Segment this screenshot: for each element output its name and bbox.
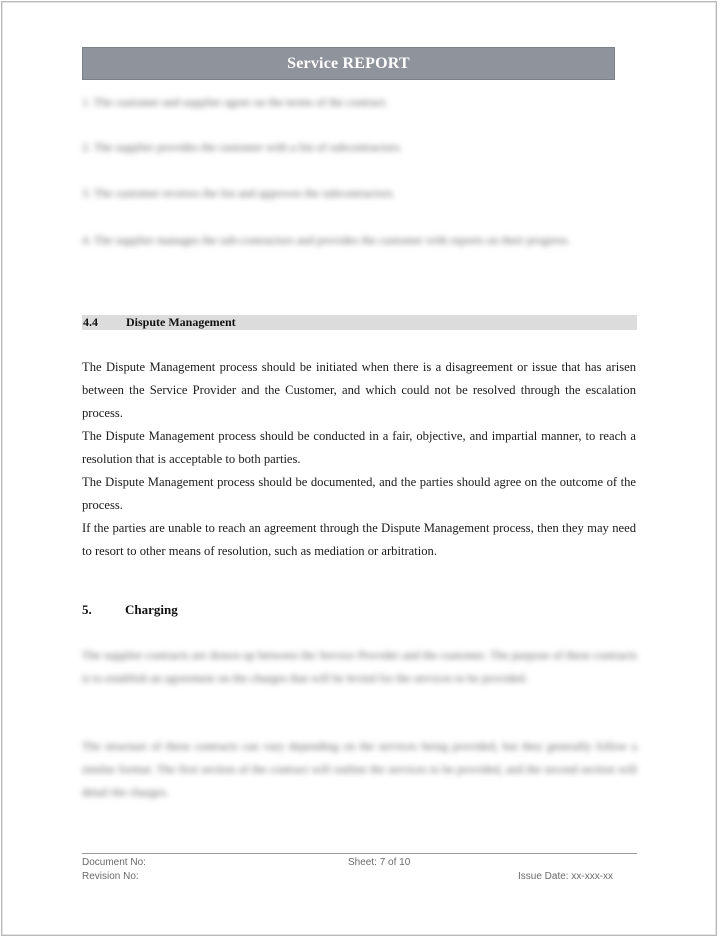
footer-issue-date: Issue Date: xx-xxx-xx bbox=[518, 871, 614, 882]
blurred-paragraph: The structure of these contracts can vary depending on the services being provided, but they generally follow a similar format. The first section of the contract will outline the services to be provided, and the second section will detail the charges. bbox=[82, 739, 637, 799]
subsection-number: 4.4 bbox=[83, 315, 98, 329]
blurred-list-item: 2. The supplier provides the customer with a list of subcontractors. bbox=[82, 140, 403, 154]
footer-divider bbox=[82, 853, 637, 854]
blurred-list-item: 3. The customer reviews the list and approves the subcontractors. bbox=[82, 186, 396, 200]
body-paragraph: The Dispute Management process should be conducted in a fair, objective, and impartial manner, to reach a resolution that is acceptable to both parties. bbox=[82, 429, 636, 466]
subsection-heading bbox=[82, 315, 637, 330]
body-paragraph: If the parties are unable to reach an agreement through the Dispute Management process, then they may need to resort to other means of resolution, such as mediation or arbitration. bbox=[82, 521, 636, 558]
footer-sheet: Sheet: 7 of 10 bbox=[348, 857, 411, 868]
dispute-management-body bbox=[82, 356, 636, 563]
blurred-list-item: 1. The customer and supplier agree on the terms of the contract. bbox=[82, 95, 389, 109]
blurred-paragraph: The supplier contracts are drawn up between the Service Provider and the customer. The purpose of these contracts is to establish an agreement on the charges that will be levied for the services to be provided. bbox=[82, 648, 637, 685]
body-paragraph: The Dispute Management process should be initiated when there is a disagreement or issue that has arisen between the Service Provider and the Customer, and which could not be resolved through the escalation process. bbox=[82, 360, 636, 420]
report-title: Service REPORT bbox=[287, 54, 410, 72]
subsection-title: Dispute Management bbox=[126, 315, 236, 329]
body-paragraph: The Dispute Management process should be documented, and the parties should agree on the outcome of the process. bbox=[82, 475, 636, 512]
footer-document-no: Document No: bbox=[82, 857, 146, 868]
section-number: 5. bbox=[82, 602, 92, 617]
report-title-bar bbox=[82, 47, 615, 80]
blurred-list-item: 4. The supplier manages the sub-contractors and provides the customer with reports on their progress. bbox=[82, 233, 571, 247]
section-heading bbox=[82, 602, 178, 618]
section-title: Charging bbox=[125, 602, 178, 617]
footer-revision-no: Revision No: bbox=[82, 871, 139, 882]
